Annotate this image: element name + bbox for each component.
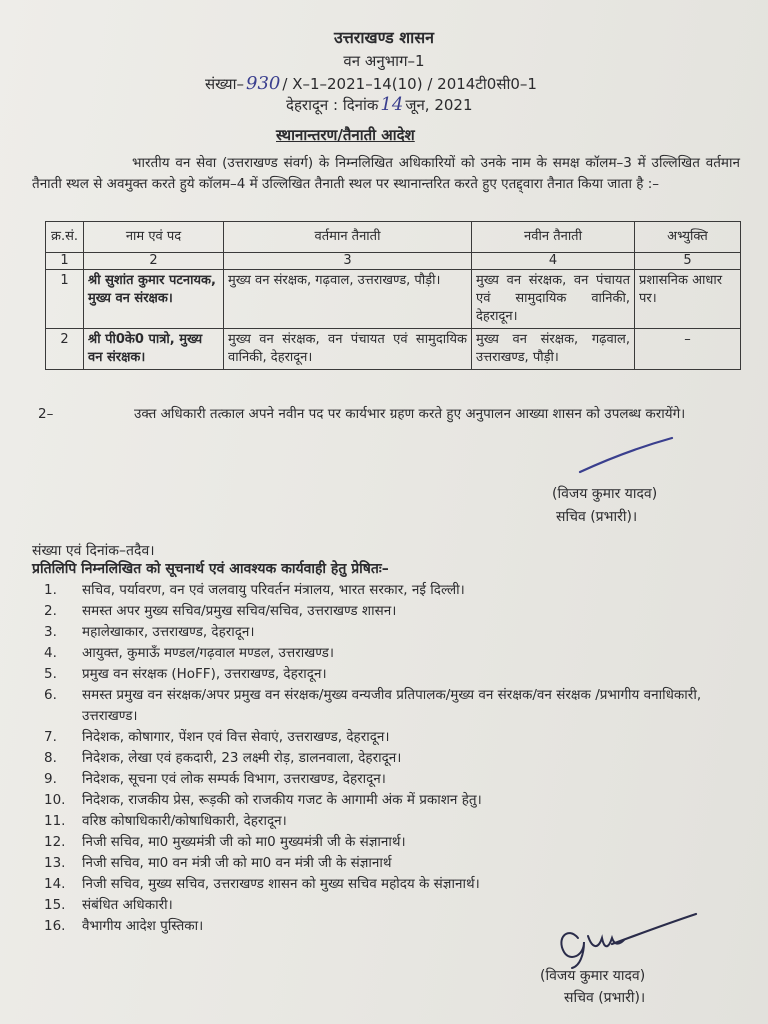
row-current-posting: मुख्य वन संरक्षक, गढ़वाल, उत्तराखण्ड, पौड़ी।	[224, 270, 472, 329]
list-item: 7. निदेशक, कोषागार, पेंशन एवं वित्त सेवाएं, उत्तराखण्ड, देहरादून।	[44, 729, 390, 745]
col-header-current: वर्तमान तैनाती	[224, 222, 472, 253]
column-number-row	[46, 253, 741, 270]
place-date-prefix: देहरादून : दिनांक	[286, 96, 379, 114]
list-item: 9. निदेशक, सूचना एवं लोक सम्पर्क विभाग, उत्तराखण्ड, देहरादून।	[44, 771, 386, 787]
signature-stroke	[576, 434, 676, 478]
row-name: श्री पी0के0 पात्रो, मुख्य वन संरक्षक।	[84, 329, 224, 370]
row-new-posting: मुख्य वन संरक्षक, वन पंचायत एवं सामुदायिक वानिकी, देहरादून।	[472, 270, 635, 329]
copy-reference: संख्या एवं दिनांक–तदैव।	[32, 543, 155, 559]
col-number: 5	[635, 253, 741, 270]
list-item: 3. महालेखाकार, उत्तराखण्ड, देहरादून।	[44, 624, 255, 640]
order-title: स्थानान्तरण/तैनाती आदेश	[276, 126, 415, 144]
list-item: 2. समस्त अपर मुख्य सचिव/प्रमुख सचिव/सचिव, उत्तराखण्ड शासन।	[44, 603, 397, 619]
col-header-remarks: अभ्युक्ति	[635, 222, 741, 253]
order-number-prefix: संख्या–	[205, 75, 245, 93]
signatory-designation: सचिव (प्रभारी)।	[556, 509, 638, 525]
row-remarks: –	[635, 329, 741, 370]
row-remarks: प्रशासनिक आधार पर।	[635, 270, 741, 329]
row-current-posting: मुख्य वन संरक्षक, वन पंचायत एवं सामुदायिक वानिकी, देहरादून।	[224, 329, 472, 370]
table-header-row	[46, 222, 741, 253]
row-sno: 1	[46, 270, 84, 329]
list-item: 11. वरिष्ठ कोषाधिकारी/कोषाधिकारी, देहरादून।	[44, 813, 287, 829]
signatory-name: (विजय कुमार यादव)	[552, 486, 658, 502]
handwritten-signature	[550, 908, 700, 970]
section-heading: वन अनुभाग–1	[343, 52, 425, 70]
col-header-new: नवीन तैनाती	[472, 222, 635, 253]
list-item: 13. निजी सचिव, मा0 वन मंत्री जी को मा0 वन मंत्री जी के संज्ञानार्थ	[44, 855, 392, 871]
col-number: 4	[472, 253, 635, 270]
row-name: श्री सुशांत कुमार पटनायक, मुख्य वन संरक्षक।	[84, 270, 224, 329]
signatory-name-2: (विजय कुमार यादव)	[540, 968, 646, 984]
col-number: 3	[224, 253, 472, 270]
row-new-posting: मुख्य वन संरक्षक, गढ़वाल, उत्तराखण्ड, पौड़ी।	[472, 329, 635, 370]
paragraph-2-text: उक्त अधिकारी तत्काल अपने नवीन पद पर कार्यभार ग्रहण करते हुए अनुपालन आख्या शासन को उपलब्ध करायेंगे।	[134, 406, 686, 422]
col-header-sno: क्र.सं.	[46, 222, 84, 253]
paragraph-2-number: 2–	[38, 406, 54, 422]
list-item: 15. संबंधित अधिकारी।	[44, 897, 173, 913]
paragraph-2	[38, 403, 740, 425]
list-item: 14. निजी सचिव, मुख्य सचिव, उत्तराखण्ड शासन को मुख्य सचिव महोदय के संज्ञानार्थ।	[44, 876, 480, 892]
order-number-suffix: / X–1–2021–14(10) / 2014टी0सी0–1	[282, 75, 537, 93]
order-number-handwritten: 930	[246, 73, 281, 94]
date-handwritten: 14	[380, 94, 404, 115]
copy-list	[32, 580, 740, 937]
col-header-name: नाम एवं पद	[84, 222, 224, 253]
row-sno: 2	[46, 329, 84, 370]
col-number: 1	[46, 253, 84, 270]
govt-heading: उत्तराखण्ड शासन	[333, 28, 435, 47]
transfer-table	[45, 221, 741, 370]
col-number: 2	[84, 253, 224, 270]
place-date-line	[286, 94, 473, 115]
intro-paragraph: भारतीय वन सेवा (उत्तराखण्ड संवर्ग) के निम्नलिखित अधिकारियों को उनके नाम के समक्ष कॉलम–3 में उल्लिखित वर्तमान तैनाती स्थल से अवमुक्त करते हुये कॉलम–4 में उल्लिखित तैनाती स्थल पर स्थानान्तरित करते हुए एतद्द्वारा तैनात किया जाता है :–	[32, 155, 740, 192]
order-number-line	[205, 73, 537, 94]
copy-heading: प्रतिलिपि निम्नलिखित को सूचनार्थ एवं आवश्यक कार्यवाही हेतु प्रेषितः–	[32, 561, 389, 577]
list-item: 6. समस्त प्रमुख वन संरक्षक/अपर प्रमुख वन संरक्षक/मुख्य वन्यजीव प्रतिपालक/मुख्य वन संरक्षक/वन संरक्षक /प्रभागीय वनाधिकारी, उत्तराखण्ड।	[44, 687, 702, 724]
list-item: 1. सचिव, पर्यावरण, वन एवं जलवायु परिवर्तन मंत्रालय, भारत सरकार, नई दिल्ली।	[44, 582, 465, 598]
list-item: 5. प्रमुख वन संरक्षक (HoFF), उत्तराखण्ड, देहरादून।	[44, 666, 327, 682]
list-item: 16. वैभागीय आदेश पुस्तिका।	[44, 918, 204, 934]
list-item: 10. निदेशक, राजकीय प्रेस, रूड़की को राजकीय गजट के आगामी अंक में प्रकाशन हेतु।	[44, 792, 482, 808]
list-item: 4. आयुक्त, कुमाऊँ मण्डल/गढ़वाल मण्डल, उत्तराखण्ड।	[44, 645, 335, 661]
table-row	[46, 329, 741, 370]
list-item: 8. निदेशक, लेखा एवं हकदारी, 23 लक्ष्मी रोड़, डालनवाला, देहरादून।	[44, 750, 402, 766]
signatory-designation-2: सचिव (प्रभारी)।	[564, 990, 646, 1006]
list-item: 12. निजी सचिव, मा0 मुख्यमंत्री जी को मा0 मुख्यमंत्री जी के संज्ञानार्थ।	[44, 834, 406, 850]
table-row	[46, 270, 741, 329]
place-date-suffix: जून, 2021	[405, 96, 473, 114]
